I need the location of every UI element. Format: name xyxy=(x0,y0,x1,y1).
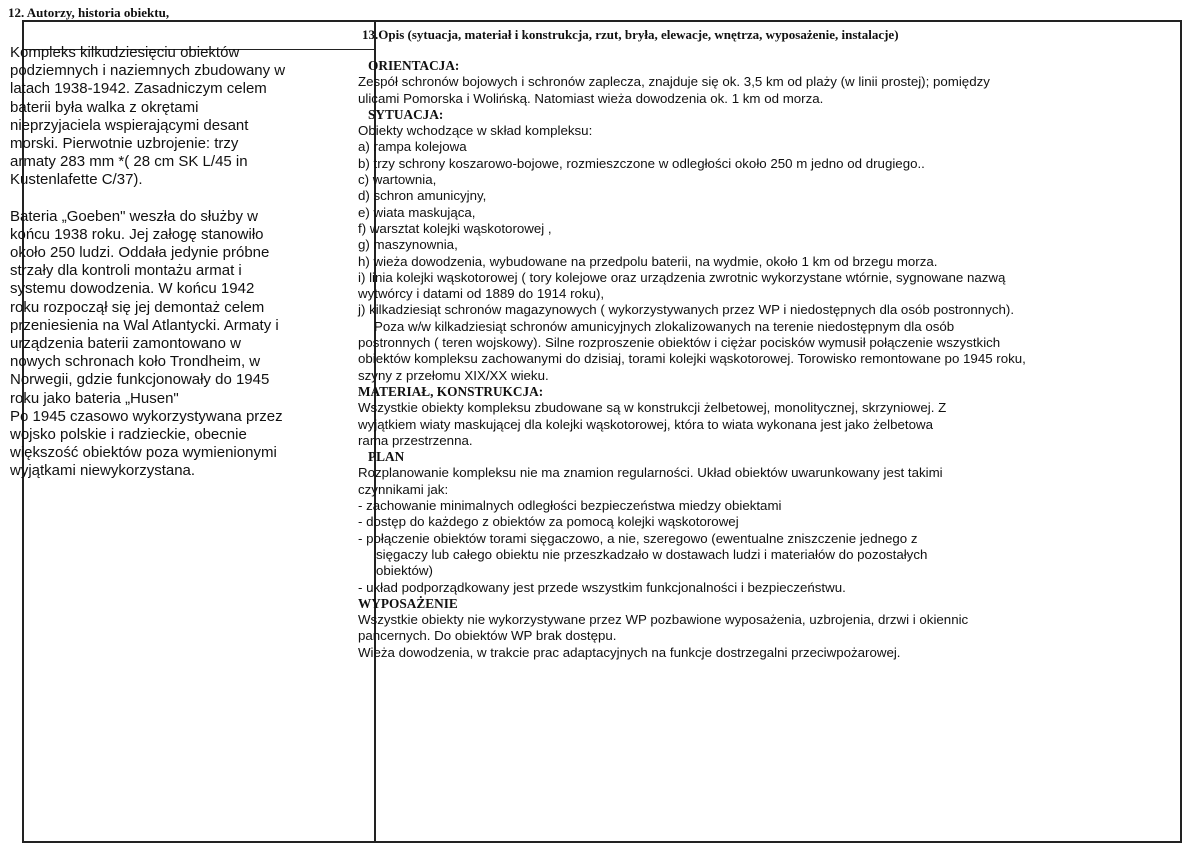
material-line: rama przestrzenna. xyxy=(358,432,473,448)
list-item: g) maszynownia, xyxy=(358,237,458,253)
heading-material: MATERIAŁ, KONSTRUKCJA: xyxy=(358,383,544,399)
list-item: j) kilkadziesiąt schronów magazynowych ( wykorzystywanych przez WP i niedostępnych dla osób postronnych). xyxy=(358,302,1015,318)
plan-item: - zachowanie minimalnych odległości bezpieczeństwa miedzy obiektami xyxy=(358,498,782,514)
poza-line: postronnych ( teren wojskowy). Silne rozproszenie obiektów i ciężar pocisków wymusił połączenie wszystkich xyxy=(358,335,1001,351)
poza-line: obiektów kompleksu zachowanymi do dzisiaj, torami kolejki wąskotorowej. Torowisko remontowane po 1945 roku, xyxy=(358,351,1026,367)
poza-line: Poza w/w kilkadziesiąt schronów amunicyjnych zlokalizowanych na terenie niedostępnym dla osób xyxy=(374,318,955,334)
heading-wyposazenie: WYPOSAŻENIE xyxy=(358,595,458,611)
plan-item: - dostęp do każdego z obiektów za pomocą kolejki wąskotorowej xyxy=(358,514,739,530)
heading-orientacja: ORIENTACJA: xyxy=(368,58,460,73)
list-item: wytwórcy i datami od 1889 do 1914 roku), xyxy=(358,286,605,302)
section-13-body xyxy=(358,58,1153,661)
list-item: h) wieża dowodzenia, wybudowane na przedpolu baterii, na wydmie, około 1 km od brzegu morza. xyxy=(358,253,938,269)
heading-plan: PLAN xyxy=(368,449,405,465)
section-13-title: 13.Opis (sytuacja, materiał i konstrukcja, rzut, bryła, elewacje, wnętrza, wyposażenie, instalacje) xyxy=(362,27,899,42)
orientacja-line-2: ulicami Pomorska i Wolińską. Natomiast wieża dowodzenia ok. 1 km od morza. xyxy=(358,90,824,106)
plan-intro-line: czynnikami jak: xyxy=(358,481,449,497)
plan-item: - połączenie obiektów torami sięgaczowo, a nie, szeregowo (ewentualne zniszczenie jednego z xyxy=(358,530,918,546)
wyposazenie-line: Wieża dowodzenia, w trakcie prac adaptacyjnych na funkcje dostrzegalni przeciwpożarowej. xyxy=(358,644,901,660)
wyposazenie-line: Wszystkie obiekty nie wykorzystywane przez WP pozbawione wyposażenia, uzbrojenia, drzwi i okiennic xyxy=(358,612,969,628)
material-line: wyjątkiem wiaty maskującej dla kolejki wąskotorowej, która to wiata wykonana jest jako żelbetowa xyxy=(358,416,933,432)
wyposazenie-line: pancernych. Do obiektów WP brak dostępu. xyxy=(358,628,617,644)
history-paragraph-1: Kompleks kilkudziesięciu obiektów podziemnych i naziemnych zbudowany w latach 1938-1942. Zasadniczym celem baterii była walka z okrętami nieprzyjaciela wspierającymi desant morski. Pierwotnie uzbrojenie: trzy armaty 283 mm *( 28 cm SK L/45 in Kustenlafette C/37). xyxy=(10,44,286,189)
history-paragraph-2: Bateria „Goeben" weszła do służby w końcu 1938 roku. Jej załogę stanowiło około 250 ludzi. Oddała jedynie próbne strzały dla kontroli montażu armat i systemu dowodzenia. W końcu 1942 roku rozpoczął się jej demontaż celem przeniesienia na Wal Atlantycki. Armaty i urządzenia baterii zamontowano w nowych schronach koło Trondheim, w Norwegii, gdzie funkcjonowały do 1945 roku jako bateria „Husen" Po 1945 czasowo wykorzystywana przez wojsko polskie i radzieckie, obecnie większość obiektów poza wymienionymi wyjątkami niewykorzystana. xyxy=(10,207,283,480)
list-item: e) wiata maskująca, xyxy=(358,204,476,220)
plan-item: - układ podporządkowany jest przede wszystkim funkcjonalności i bezpieczeństwu. xyxy=(358,579,846,595)
plan-intro-line: Rozplanowanie kompleksu nie ma znamion regularności. Układ obiektów uwarunkowany jest takimi xyxy=(358,465,943,481)
heading-sytuacja: SYTUACJA: xyxy=(368,106,444,122)
list-item: a) rampa kolejowa xyxy=(358,139,467,155)
list-item: c) wartownia, xyxy=(358,172,437,188)
list-item: d) schron amunicyjny, xyxy=(358,188,487,204)
list-item: b) trzy schrony koszarowo-bojowe, rozmieszczone w odległości około 250 m jedno od drugiego.. xyxy=(358,155,925,171)
plan-item: obiektów) xyxy=(376,563,433,579)
material-line: Wszystkie obiekty kompleksu zbudowane są w konstrukcji żelbetowej, monolitycznej, skrzyniowej. Z xyxy=(358,400,947,416)
section-12-body xyxy=(10,44,340,499)
plan-item: sięgaczy lub całego obiektu nie przeszkadzało w dostawach ludzi i materiałów do pozostałych xyxy=(376,546,928,562)
list-item: i) linia kolejki wąskotorowej ( tory kolejowe oraz urządzenia zwrotnic wykorzystane wtórnie, sygnowane nazwą xyxy=(358,269,1006,285)
section-12-title: 12. Autorzy, historia obiektu, xyxy=(8,5,170,20)
sytuacja-intro: Obiekty wchodzące w skład kompleksu: xyxy=(358,123,593,139)
orientacja-line-1: Zespół schronów bojowych i schronów zaplecza, znajduje się ok. 3,5 km od plaży (w linii prostej); pomiędzy xyxy=(358,74,990,90)
list-item: f) warsztat kolejki wąskotorowej , xyxy=(358,220,552,236)
poza-line: szyny z przełomu XIX/XX wieku. xyxy=(358,367,549,383)
